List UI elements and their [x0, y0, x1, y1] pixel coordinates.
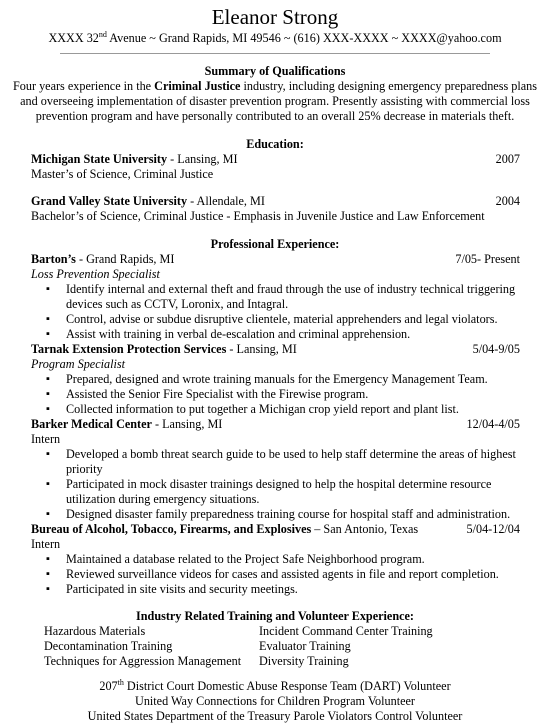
job-bullets: [0, 447, 550, 522]
job-header: [0, 342, 550, 357]
job-header: [0, 417, 550, 432]
school-location: - Allendale, MI: [187, 194, 265, 208]
training-item: Evaluator Training: [259, 639, 351, 653]
school-location: - Lansing, MI: [167, 152, 238, 166]
job-employer-line: [31, 417, 222, 432]
contact-address-start: XXXX 32: [48, 31, 99, 45]
job-title: Intern: [31, 537, 61, 551]
resume-name: Eleanor Strong: [211, 5, 339, 29]
header-divider: [60, 53, 490, 54]
volunteer-court-text: District Court Domestic Abuse Response Team (DART) Volunteer: [123, 679, 451, 693]
job-employer-line: [31, 342, 297, 357]
education-entry: [0, 152, 550, 167]
list-item: ▪ Participated in mock disaster trainings designed to help the hospital determine resource utilization during emergency situations.: [66, 477, 520, 507]
summary-text-part-1: Four years experience in the: [13, 79, 155, 93]
volunteer-item: United Way Connections for Children Program Volunteer: [135, 694, 415, 708]
job-header: [0, 252, 550, 267]
job-bullets: [0, 282, 550, 342]
job-location: - Grand Rapids, MI: [75, 252, 175, 266]
job-employer: Bureau of Alcohol, Tobacco, Firearms, and Explosives: [31, 522, 312, 536]
list-item: ▪ Developed a bomb threat search guide to be used to help staff determine the areas of highest priority: [66, 447, 520, 477]
training-grid: [0, 624, 550, 669]
list-item: ▪ Identify internal and external theft and fraud through the use of industry technical triggering devices such as CCTV, Loronix, and Intagral.: [66, 282, 520, 312]
job-dates: 7/05- Present: [455, 252, 520, 266]
education-entry: [0, 194, 550, 209]
education-degree: Master’s of Science, Criminal Justice: [31, 167, 214, 181]
education-year: 2007: [495, 152, 520, 166]
training-heading: Industry Related Training and Volunteer Experience:: [136, 609, 414, 623]
contact-address-rest: Avenue ~ Grand Rapids, MI 49546 ~ (616) XXX-XXXX ~ XXXX@yahoo.com: [106, 31, 502, 45]
training-item: Techniques for Aggression Management: [44, 654, 242, 668]
list-item: ▪ Assisted the Senior Fire Specialist with the Firewise program.: [66, 387, 520, 402]
job-employer: Tarnak Extension Protection Services: [31, 342, 227, 356]
volunteer-item: United States Department of the Treasury Parole Violators Control Volunteer: [87, 709, 463, 723]
job-title: Intern: [31, 432, 61, 446]
school-name: Grand Valley State University: [31, 194, 188, 208]
list-item: ▪ Participated in site visits and security meetings.: [66, 582, 520, 597]
education-heading: Education:: [246, 137, 304, 151]
job-employer-line: [31, 522, 418, 537]
list-item: ▪ Reviewed surveillance videos for cases and assisted agents in file and report completion.: [66, 567, 520, 582]
education-year: 2004: [495, 194, 520, 208]
list-item: ▪ Assist with training in verbal de-escalation and criminal apprehension.: [66, 327, 520, 342]
job-dates: 5/04-12/04: [466, 522, 520, 536]
volunteer-superscript: th: [117, 677, 124, 687]
list-item: ▪ Maintained a database related to the Project Safe Neighborhood program.: [66, 552, 520, 567]
job-title: Program Specialist: [31, 357, 125, 371]
education-school-line: [31, 194, 265, 209]
list-item: ▪ Collected information to put together a Michigan crop yield report and plant list.: [66, 402, 520, 417]
job-header: [0, 522, 550, 537]
job-employer-line: [31, 252, 174, 267]
education-school-line: [31, 152, 238, 167]
summary-heading: Summary of Qualifications: [204, 64, 346, 78]
summary-text-bold: Criminal Justice: [154, 79, 241, 93]
education-degree: Bachelor’s of Science, Criminal Justice - Emphasis in Juvenile Justice and Law Enforcement: [31, 209, 485, 223]
list-item: ▪ Designed disaster family preparedness training course for hospital staff and administration.: [66, 507, 520, 522]
job-location: - Lansing, MI: [226, 342, 297, 356]
volunteer-list: [0, 679, 550, 724]
summary-text: [0, 79, 550, 124]
job-employer: Barker Medical Center: [31, 417, 152, 431]
volunteer-court-number: 207: [99, 679, 118, 693]
experience-heading: Professional Experience:: [210, 237, 340, 251]
job-dates: 12/04-4/05: [466, 417, 520, 431]
job-employer: Barton’s: [31, 252, 76, 266]
volunteer-item: [0, 679, 550, 694]
contact-line: [0, 31, 550, 46]
training-item: Diversity Training: [259, 654, 349, 668]
job-dates: 5/04-9/05: [472, 342, 520, 356]
school-name: Michigan State University: [31, 152, 168, 166]
list-item: ▪ Prepared, designed and wrote training manuals for the Emergency Management Team.: [66, 372, 520, 387]
job-bullets: [0, 372, 550, 417]
contact-superscript: nd: [98, 29, 107, 39]
summary-text-part-2: industry, including designing emergency preparedness plans and overseeing implementation of disaster prevention program. Presently assisting with commercial loss prevention program and have personally contributed to an overall 25% decrease in materials theft.: [20, 79, 537, 123]
training-item: Hazardous Materials: [44, 624, 146, 638]
training-item: Incident Command Center Training: [259, 624, 433, 638]
job-location: – San Antonio, Texas: [311, 522, 419, 536]
job-location: - Lansing, MI: [151, 417, 223, 431]
list-item: ▪ Control, advise or subdue disruptive clientele, material apprehenders and legal violators.: [66, 312, 520, 327]
training-item: Decontamination Training: [44, 639, 173, 653]
job-bullets: [0, 552, 550, 597]
job-title: Loss Prevention Specialist: [31, 267, 160, 281]
